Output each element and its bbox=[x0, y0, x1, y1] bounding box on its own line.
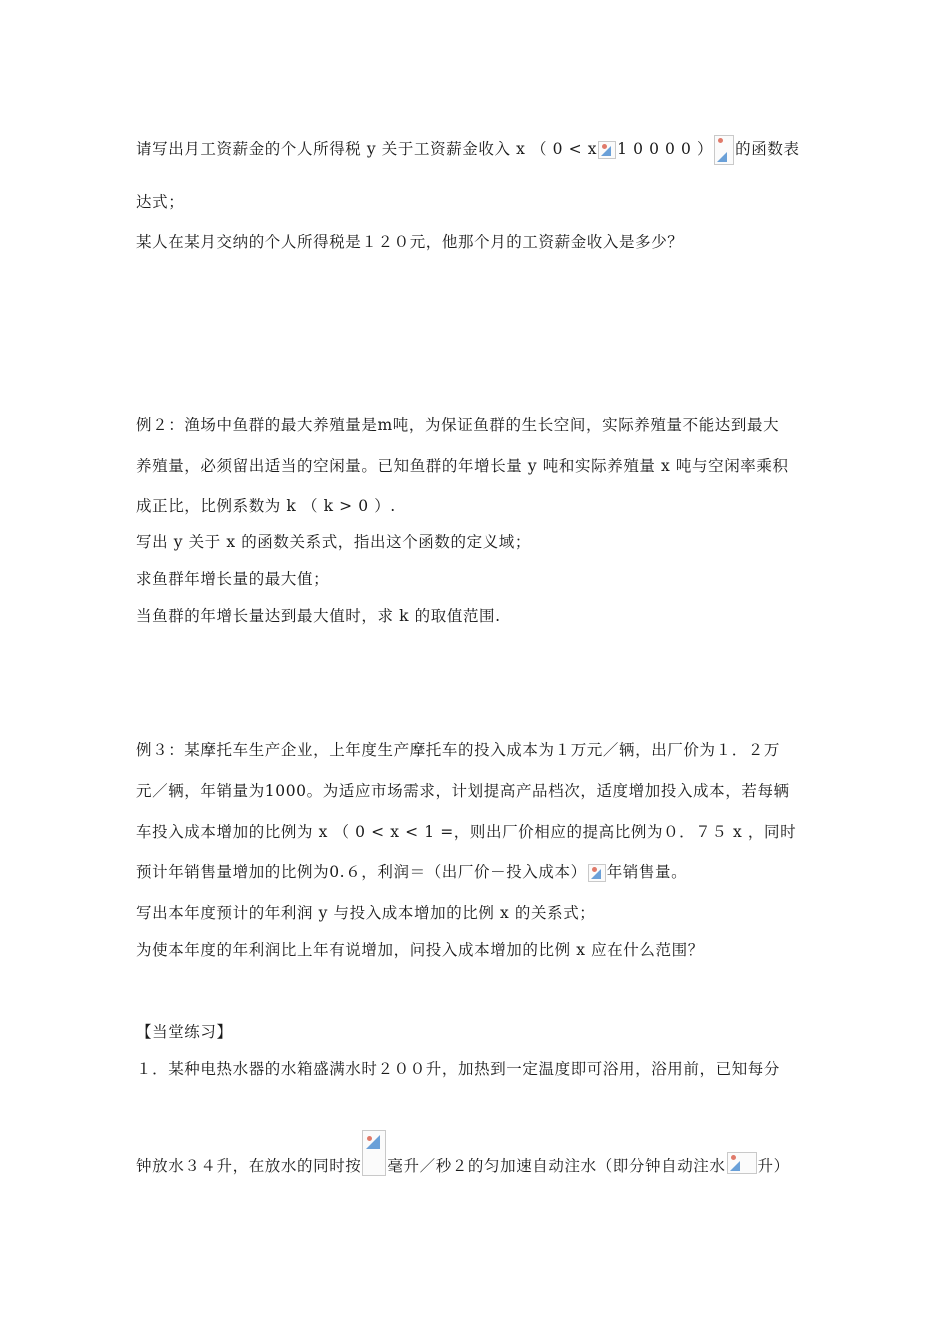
text: 毫升／秒２的匀加速自动注水（即分钟自动注水 bbox=[387, 1157, 726, 1175]
paragraph-line: 例２：渔场中鱼群的最大养殖量是m吨，为保证鱼群的生长空间，实际养殖量不能达到最大 bbox=[136, 416, 780, 434]
paragraph-line: １．某种电热水器的水箱盛满水时２００升，加热到一定温度即可浴用，浴用前，已知每分 bbox=[136, 1060, 781, 1078]
paragraph-line: 写出 y 关于 x 的函数关系式，指出这个函数的定义域； bbox=[136, 533, 532, 551]
paragraph-line: 达式； bbox=[136, 193, 185, 211]
formula-image-icon bbox=[588, 864, 606, 882]
paragraph-line: 车投入成本增加的比例为 x （ 0 < x < 1 =，则出厂价相应的提高比例为０．７５ x ，同时 bbox=[136, 823, 797, 841]
formula-image-icon bbox=[727, 1152, 757, 1174]
formula-image-icon bbox=[362, 1130, 386, 1176]
text: 请写出月工资薪金的个人所得税 y 关于工资薪金收入 x （ 0 < x bbox=[136, 140, 598, 158]
paragraph-line: 某人在某月交纳的个人所得税是１２０元，他那个月的工资薪金收入是多少？ bbox=[136, 233, 684, 251]
section-heading: 【当堂练习】 bbox=[136, 1023, 233, 1041]
paragraph-line bbox=[136, 862, 826, 882]
text: 升） bbox=[757, 1157, 790, 1175]
text: 1 0 0 0 0 ） bbox=[617, 140, 714, 158]
formula-image-icon bbox=[598, 141, 616, 159]
paragraph-line: 写出本年度预计的年利润 y 与投入成本增加的比例 x 的关系式； bbox=[136, 904, 596, 922]
paragraph-line bbox=[136, 1130, 826, 1178]
text: 年销售量。 bbox=[606, 863, 688, 881]
text: 钟放水３４升，在放水的同时按 bbox=[136, 1157, 362, 1175]
paragraph-line: 元／辆，年销量为1000。为适应市场需求，计划提高产品档次，适度增加投入成本，若每辆 bbox=[136, 782, 790, 800]
paragraph-line: 养殖量，必须留出适当的空闲量。已知鱼群的年增长量 y 吨和实际养殖量 x 吨与空闲率乘积 bbox=[136, 457, 789, 475]
paragraph-line: 成正比，比例系数为 k （ k > 0 ）. bbox=[136, 497, 396, 515]
paragraph-line: 例３：某摩托车生产企业，上年度生产摩托车的投入成本为１万元／辆，出厂价为１．２万 bbox=[136, 741, 781, 759]
paragraph-line: 求鱼群年增长量的最大值； bbox=[136, 570, 330, 588]
text: 的函数表 bbox=[735, 140, 800, 158]
formula-image-icon bbox=[714, 135, 734, 165]
paragraph-line: 为使本年度的年利润比上年有说增加，问投入成本增加的比例 x 应在什么范围？ bbox=[136, 941, 704, 959]
paragraph-line bbox=[136, 135, 826, 165]
text: 预计年销售量增加的比例为0.６，利润＝（出厂价－投入成本） bbox=[136, 863, 587, 881]
paragraph-line: 当鱼群的年增长量达到最大值时，求 k 的取值范围. bbox=[136, 607, 501, 625]
